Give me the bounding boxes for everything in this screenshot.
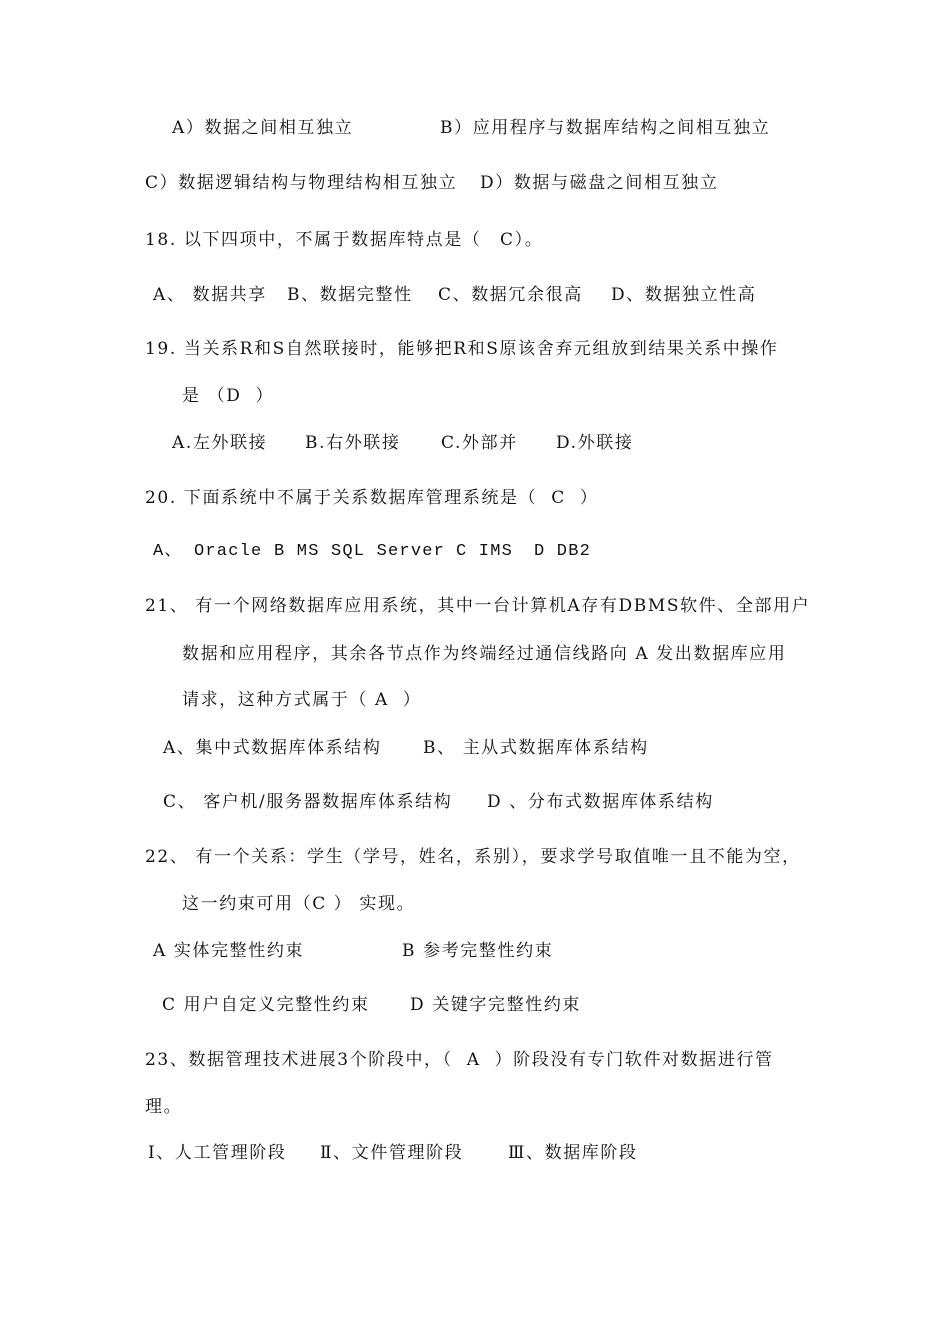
- q20-option-a: A、 Oracle: [153, 542, 263, 561]
- q18-option-c: C、数据冗余很高: [438, 285, 583, 305]
- q22-option-b: B 参考完整性约束: [402, 941, 554, 961]
- q22-question-line-2: 这一约束可用（C ） 实现。: [182, 894, 416, 914]
- q18-option-b: B、数据完整性: [287, 285, 413, 305]
- q21-question-line-2: 数据和应用程序，其余各节点作为终端经过通信线路向 A 发出数据库应用: [182, 644, 787, 664]
- q22-option-c: C 用户自定义完整性约束: [162, 995, 370, 1015]
- q20-option-d: D DB2: [534, 542, 592, 561]
- q21-option-a: A、集中式数据库体系结构: [163, 738, 382, 758]
- q17-option-b: B）应用程序与数据库结构之间相互独立: [440, 118, 771, 138]
- q19-option-a: A.左外联接: [172, 433, 268, 453]
- q19-question-line-1: 19. 当关系R和S自然联接时，能够把R和S原该舍弃元组放到结果关系中操作: [145, 339, 779, 359]
- q21-option-d: D 、分布式数据库体系结构: [487, 792, 714, 812]
- q17-option-d: D）数据与磁盘之间相互独立: [480, 173, 719, 193]
- q18-option-a: A、 数据共享: [153, 285, 267, 305]
- q23-stage-2: Ⅱ、文件管理阶段: [320, 1143, 464, 1163]
- q20-option-b: B MS SQL Server: [274, 542, 446, 561]
- q23-question-line-1: 23、数据管理技术进展3个阶段中，（ A ）阶段没有专门软件对数据进行管: [145, 1050, 774, 1070]
- q17-option-a: A）数据之间相互独立: [172, 118, 354, 138]
- q21-option-b: B、 主从式数据库体系结构: [423, 738, 649, 758]
- q19-question-line-2: 是 （D ）: [182, 386, 275, 406]
- q18-option-d: D、数据独立性高: [611, 285, 757, 305]
- q19-option-b: B.右外联接: [305, 433, 401, 453]
- q19-option-c: C.外部并: [441, 433, 518, 453]
- q17-option-c: C）数据逻辑结构与物理结构相互独立: [145, 173, 458, 193]
- q21-question-line-3: 请求，这种方式属于（ A ）: [182, 690, 422, 710]
- q21-question-line-1: 21、 有一个网络数据库应用系统，其中一台计算机A存有DBMS软件、全部用户: [145, 596, 811, 616]
- q20-option-c: C IMS: [456, 542, 514, 561]
- q22-option-d: D 关键字完整性约束: [410, 995, 582, 1015]
- q22-option-a: A 实体完整性约束: [153, 941, 305, 961]
- q23-stage-1: Ⅰ、人工管理阶段: [148, 1143, 287, 1163]
- q19-option-d: D.外联接: [556, 433, 634, 453]
- q22-question-line-1: 22、 有一个关系：学生（学号，姓名，系别），要求学号取值唯一且不能为空，: [145, 847, 801, 867]
- q23-question-line-2: 理。: [145, 1097, 183, 1117]
- q23-stage-3: Ⅲ、数据库阶段: [508, 1143, 638, 1163]
- q20-question: 20. 下面系统中不属于关系数据库管理系统是（ C ）: [145, 488, 599, 508]
- q18-question: 18. 以下四项中，不属于数据库特点是（ C）。: [145, 230, 544, 250]
- q21-option-c: C、 客户机/服务器数据库体系结构: [163, 792, 453, 812]
